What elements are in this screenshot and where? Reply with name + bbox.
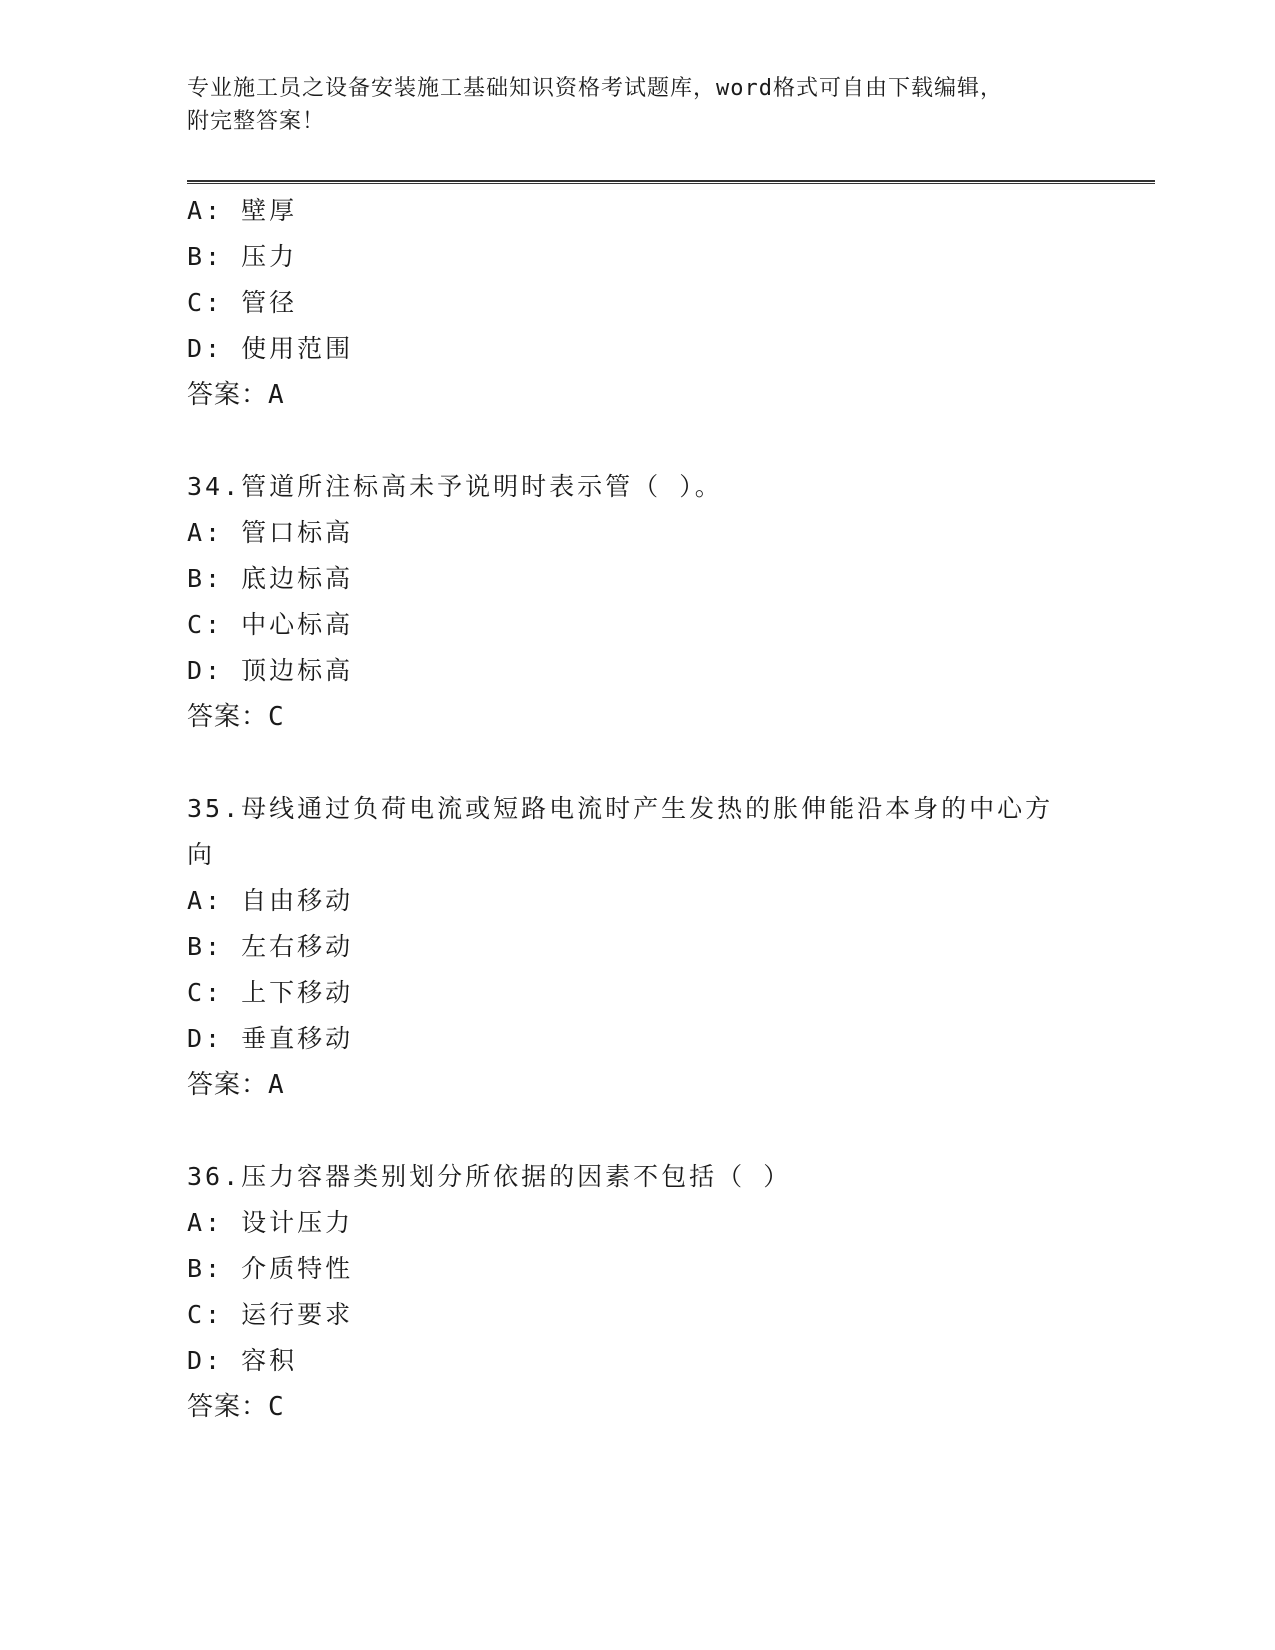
header-title-line-2: 附完整答案！	[187, 109, 326, 134]
answer-line	[187, 1062, 1087, 1108]
question-stem: 35.母线通过负荷电流或短路电流时产生发热的胀伸能沿本身的中心方向	[187, 794, 1054, 869]
option-d: D: 顶边标高	[187, 656, 354, 685]
option-c: C: 中心标高	[187, 610, 354, 639]
document-header	[187, 72, 1067, 138]
question-block-partial	[187, 188, 1087, 418]
answer-value: A	[268, 380, 285, 410]
option-b: B: 压力	[187, 242, 298, 271]
answer-line	[187, 1384, 1087, 1430]
option-a: A: 自由移动	[187, 886, 354, 915]
option-d: D: 垂直移动	[187, 1024, 354, 1053]
question-stem: 36.压力容器类别划分所依据的因素不包括（ ）	[187, 1162, 792, 1191]
option-a: A: 管口标高	[187, 518, 354, 547]
question-block-35	[187, 786, 1087, 1108]
question-stem: 34.管道所注标高未予说明时表示管（ ）。	[187, 472, 723, 501]
answer-line	[187, 372, 1087, 418]
option-b: B: 介质特性	[187, 1254, 354, 1283]
answer-value: C	[268, 1392, 285, 1422]
option-b: B: 底边标高	[187, 564, 354, 593]
question-list	[187, 188, 1087, 1430]
question-block-36	[187, 1154, 1087, 1430]
option-a: A: 壁厚	[187, 196, 298, 225]
answer-label: 答案：	[187, 380, 269, 410]
question-block-34	[187, 464, 1087, 740]
answer-value: C	[268, 702, 285, 732]
option-b: B: 左右移动	[187, 932, 354, 961]
option-a: A: 设计压力	[187, 1208, 354, 1237]
answer-value: A	[268, 1070, 285, 1100]
option-c: C: 上下移动	[187, 978, 354, 1007]
answer-label: 答案：	[187, 1392, 269, 1422]
header-divider	[187, 180, 1155, 184]
answer-label: 答案：	[187, 1070, 269, 1100]
answer-line	[187, 694, 1087, 740]
header-title-line-1: 专业施工员之设备安装施工基础知识资格考试题库，word格式可自由下载编辑，	[187, 76, 1003, 101]
option-c: C: 运行要求	[187, 1300, 354, 1329]
option-d: D: 使用范围	[187, 334, 354, 363]
option-c: C: 管径	[187, 288, 298, 317]
option-d: D: 容积	[187, 1346, 298, 1375]
answer-label: 答案：	[187, 702, 269, 732]
